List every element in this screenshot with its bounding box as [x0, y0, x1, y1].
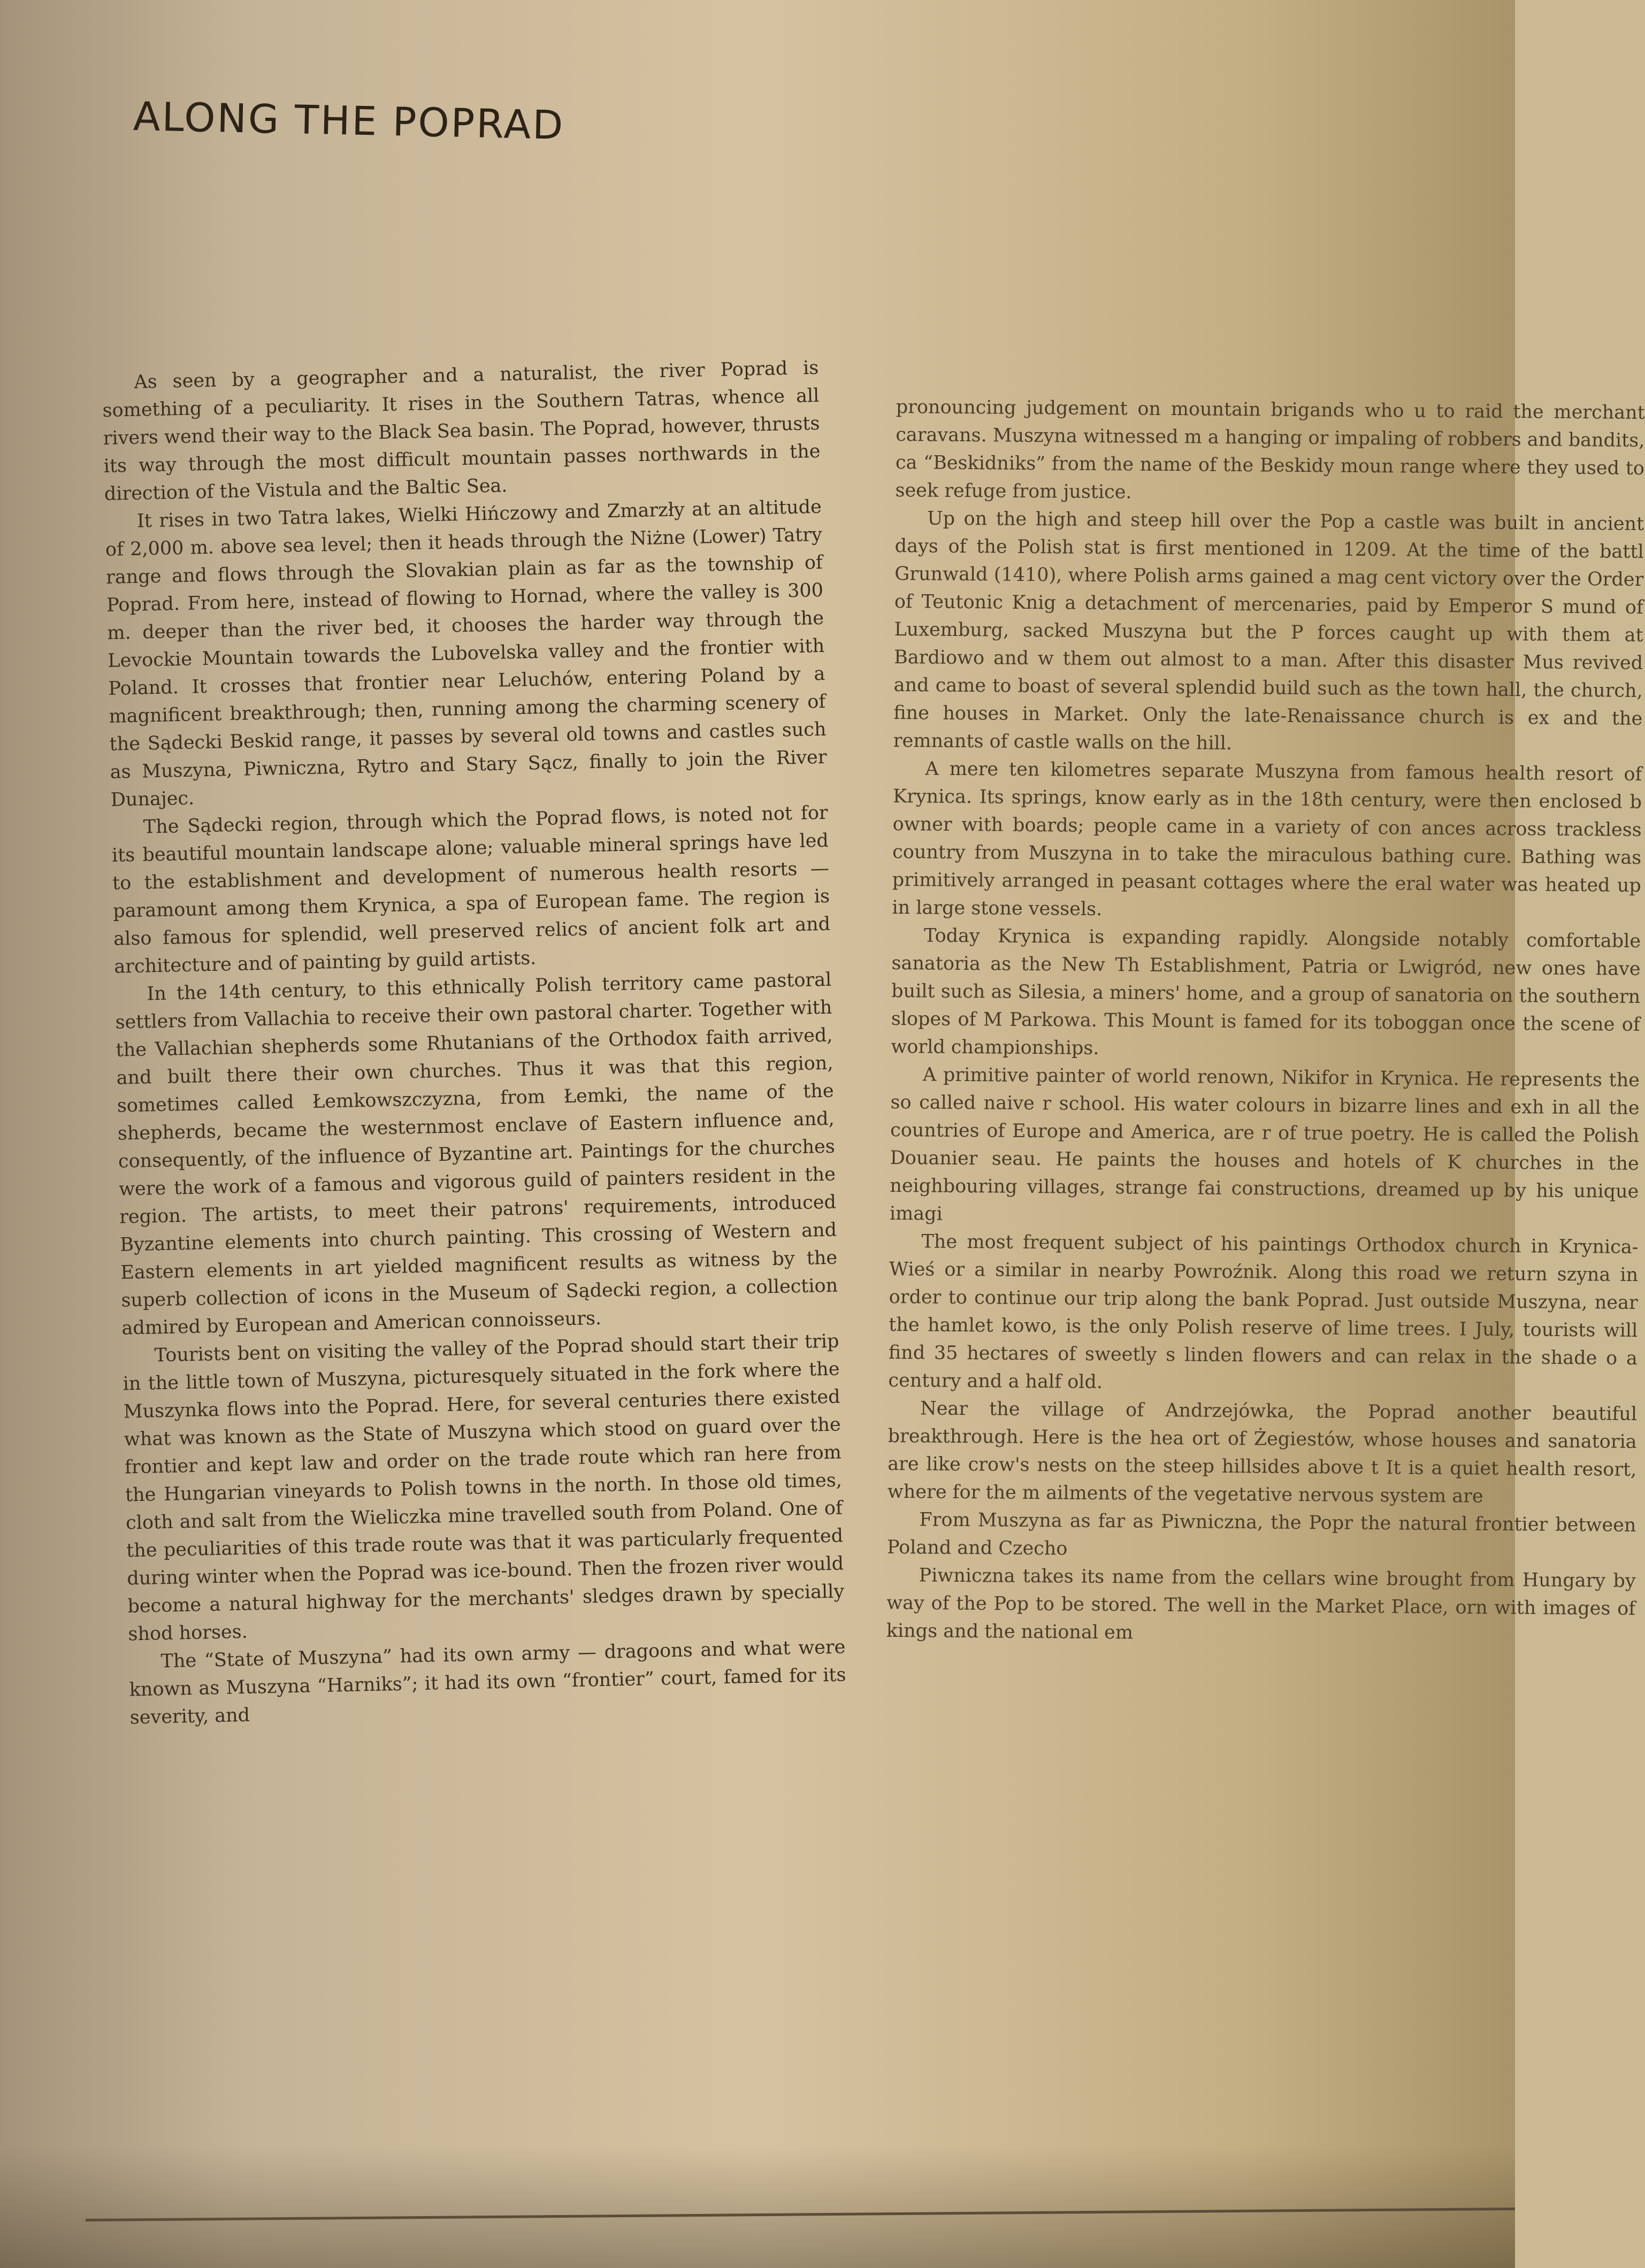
paragraph: From Muszyna as far as Piwniczna, the Popr the natural frontier between Poland and Czecho — [886, 1509, 1636, 1560]
paragraph: In the 14th century, to this ethnically Polish territory came pastoral settlers from Vallachia to receive their own pastoral charter. Together with the Vallachian shepherds some Rhutanians of the Orthodox faith arrived, and built there their own churches. Thus it was that this region, sometimes called Łemkowszczyzna, from Łemki, the name of the shepherds, became the westernmost enclave of Eastern influence and, consequently, of the influence of Byzantine art. Paintings for the churches were the work of a famous and vigorous guild of painters resident in the region. The artists, to meet their patrons' requirements, introduced Byzantine elements into church painting. This crossing of Western and Eastern elements in art yielded magnificent results as witness by the superb collection of icons in the Museum of Sądecki region, a collection admired by European and American connoisseurs. — [115, 969, 838, 1339]
paragraph: Today Krynica is expanding rapidly. Alongside notably comfortable sanatoria as the New Th Establishment, Patria or Lwigród, new ones have built such as Silesia, a miners' home, and a group of sanatoria on the southern slopes of M Parkowa. This Mount is famed for its toboggan once the scene of world championships. — [891, 925, 1641, 1060]
paragraph: As seen by a geographer and a naturalist, the river Poprad is something of a peculiarity. It rises in the Southern Tatras, whence all rivers wend their way to the Black Sea basin. The Poprad, however, thrusts its way through the most difficult mountain passes northwards in the direction of the Vistula and the Baltic Sea. — [102, 357, 821, 505]
paragraph-continued: pronouncing judgement on mountain brigands who u to raid the merchant caravans. Muszyna witnessed m a hanging or impaling of robbers and bandits, ca “Beskidniks” from the name of the Beskidy moun range where they used to seek refuge from justice. — [895, 396, 1645, 503]
paragraph: A mere ten kilometres separate Muszyna from famous health resort of Krynica. Its springs, know early as in the 18th century, were then enclosed b owner with boards; people came in a variety of con ances across trackless country from Muszyna in to take the miraculous bathing cure. Bathing was primitively arranged in peasant cottages where the eral water was heated up in large stone vessels. — [892, 758, 1642, 921]
paragraph: It rises in two Tatra lakes, Wielki Hińczowy and Zmarzły at an altitude of 2,000 m. above sea level; then it heads through the Niżne (Lower) Tatry range and flows through the Slovakian plain as far as the township of Poprad. From here, instead of flowing to Hornad, where the valley is 300 m. deeper than the river bed, it chooses the harder way through the Levockie Mountain towards the Lubovelska valley and the frontier with Poland. It crosses that frontier near Leluchów, entering Poland by a magnificent breakthrough; then, running among the charming scenery of the Sądecki Beskid range, it passes by several old towns and castles such as Muszyna, Piwniczna, Rytro and Stary Sącz, finally to join the River Dunajec. — [105, 496, 827, 811]
page-bottom-shadow — [0, 2145, 1515, 2268]
paragraph: The “State of Muszyna” had its own army — dragoons and what were known as Muszyna “Harniks”; it had its own “frontier” court, famed for its severity, and — [129, 1636, 846, 1729]
paragraph: The most frequent subject of his paintings Orthodox church in Krynica-Wieś or a similar in nearby Powroźnik. Along this road we return szyna in order to continue our trip along the bank Poprad. Just outside Muszyna, near the hamlet kowo, is the only Polish reserve of lime trees. I July, tourists will find 35 hectares of sweetly s linden flowers and can relax in the shade o a century and a half old. — [888, 1231, 1639, 1393]
left-text-column — [102, 354, 847, 1732]
paragraph: The Sądecki region, through which the Poprad flows, is noted not for its beautiful mountain landscape alone; valuable mineral springs have led to the establishment and development of numerous health resorts — paramount among them Krynica, a spa of European fame. The region is also famous for splendid, well preserved relics of ancient folk art and architecture and of painting by guild artists. — [111, 802, 831, 978]
paragraph: A primitive painter of world renown, Nikifor in Krynica. He represents the so called naive r school. His water colours in bizarre lines and exh in all the countries of Europe and America, are r of true poetry. He is called the Polish Douanier seau. He paints the houses and hotels of K churches in the neighbouring villages, strange fai constructions, dreamed up by his unique imagi — [889, 1064, 1640, 1225]
paragraph: Piwniczna takes its name from the cellars wine brought from Hungary by way of the Pop to be stored. The well in the Market Place, orn with images of kings and the national em — [886, 1565, 1636, 1644]
paragraph: Tourists bent on visiting the valley of the Poprad should start their trip in the little town of Muszyna, picturesquely situated in the fork where the Muszynka flows into the Poprad. Here, for several centuries there existed what was known as the State of Muszyna which stood on guard over the frontier and kept law and order on the trade route which ran here from the Hungarian vineyards to Polish towns in the north. In those old times, cloth and salt from the Wieliczka mine travelled south from Poland. One of the peculiarities of this trade route was that it was particularly frequented during winter when the Poprad was ice-bound. Then the frozen river would become a natural highway for the merchants' sledges drawn by specially shod horses. — [123, 1330, 845, 1645]
page-title: ALONG THE POPRAD — [133, 94, 565, 149]
paragraph: Near the village of Andrzejówka, the Poprad another beautiful breakthrough. Here is the hea ort of Żegiestów, whose houses and sanatoria are like crow's nests on the steep hillsides above t It is a quiet health resort, where for the m ailments of the vegetative nervous system are — [887, 1398, 1638, 1507]
right-text-column — [886, 393, 1645, 1651]
paragraph: Up on the high and steep hill over the Pop a castle was built in ancient days of the Polish stat is first mentioned in 1209. At the time of the battl Grunwald (1410), where Polish arms gained a mag cent victory over the Order of Teutonic Knig a detachment of mercenaries, paid by Emperor S mund of Luxemburg, sacked Muszyna but the P forces caught up with them at Bardiowo and w them out almost to a man. After this disaster Mus revived and came to boast of several splendid build such as the town hall, the church, fine houses in Market. Only the late-Renaissance church is ex and the remnants of castle walls on the hill. — [893, 508, 1644, 754]
